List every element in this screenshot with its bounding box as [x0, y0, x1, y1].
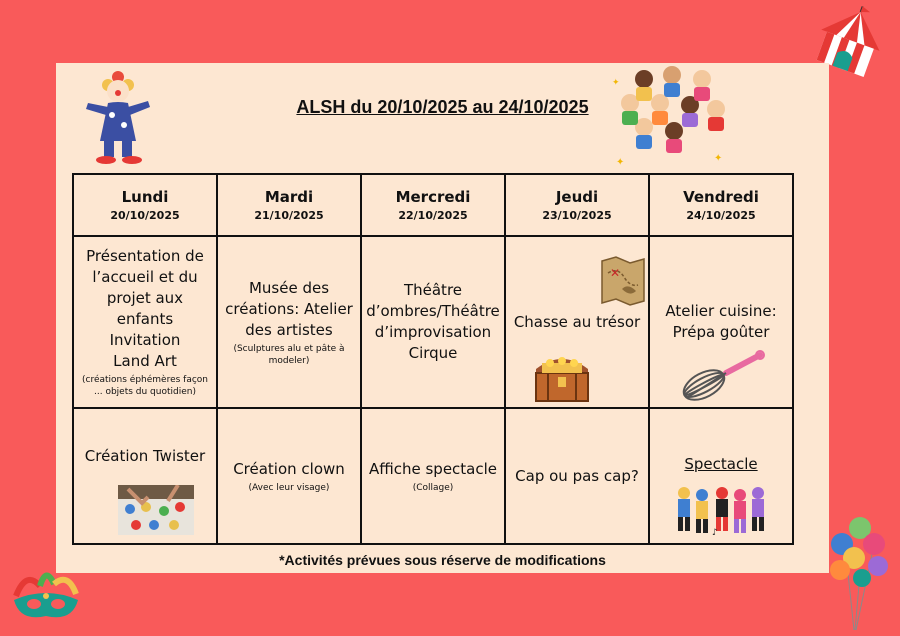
activity-note: (créations éphémères façon ... objets du quotidien): [81, 375, 209, 397]
activity-cell-monday: Présentation de l’accueil et du projet aux enfants Invitation Land Art (créations éphémères façon ... objets du quotidien): [73, 236, 217, 408]
disclaimer: *Activités prévues sous réserve de modifications: [279, 552, 606, 568]
activity-cell-friday-pm: Spectacle ♪: [649, 408, 793, 544]
schedule-card: [56, 63, 829, 573]
svg-text:✦: ✦: [612, 78, 620, 88]
carnival-mask-icon: [6, 566, 86, 630]
svg-text:✦: ✦: [616, 157, 625, 168]
svg-text:♪: ♪: [712, 528, 718, 537]
performers-icon: [674, 485, 770, 537]
treasure-map-icon: [598, 255, 648, 307]
activity-cell-wednesday: Théâtre d’ombres/Théâtre d’improvisation Cirque: [361, 236, 505, 408]
morning-row: [73, 236, 793, 408]
whisk-icon: [682, 349, 766, 405]
activity-cell-tuesday: Musée des créations: Atelier des artistes (Sculptures alu et pâte à modeler): [217, 236, 361, 408]
activity-cell-wednesday-pm: Affiche spectacle (Collage): [361, 408, 505, 544]
schedule-table: [72, 173, 794, 545]
svg-text:✕: ✕: [610, 266, 621, 280]
activity-note: (Collage): [412, 482, 454, 493]
activity-note: (Sculptures alu et pâte à modeler): [233, 343, 345, 366]
days-header-row: [73, 174, 793, 236]
day-header: Mardi 21/10/2025: [217, 174, 361, 236]
page-title: ALSH du 20/10/2025 au 24/10/2025: [296, 97, 589, 117]
day-header: Jeudi 23/10/2025: [505, 174, 649, 236]
activity-note: (Avec leur visage): [248, 482, 330, 493]
clown-icon: [78, 67, 158, 167]
activity-cell-monday-pm: Création Twister: [73, 408, 217, 544]
day-header: Lundi 20/10/2025: [73, 174, 217, 236]
activity-cell-tuesday-pm: Création clown (Avec leur visage): [217, 408, 361, 544]
treasure-chest-icon: [532, 349, 592, 403]
activity-cell-friday: Atelier cuisine: Prépa goûter: [649, 236, 793, 408]
afternoon-row: [73, 408, 793, 544]
day-header: Vendredi 24/10/2025: [649, 174, 793, 236]
activity-cell-thursday-pm: Cap ou pas cap?: [505, 408, 649, 544]
twister-photo: [118, 485, 194, 535]
children-group-icon: [610, 65, 734, 169]
day-header: Mercredi 22/10/2025: [361, 174, 505, 236]
activity-cell-thursday: ✕ Chasse au trésor: [505, 236, 649, 408]
balloons-icon: [824, 514, 894, 634]
svg-text:✦: ✦: [714, 153, 723, 164]
